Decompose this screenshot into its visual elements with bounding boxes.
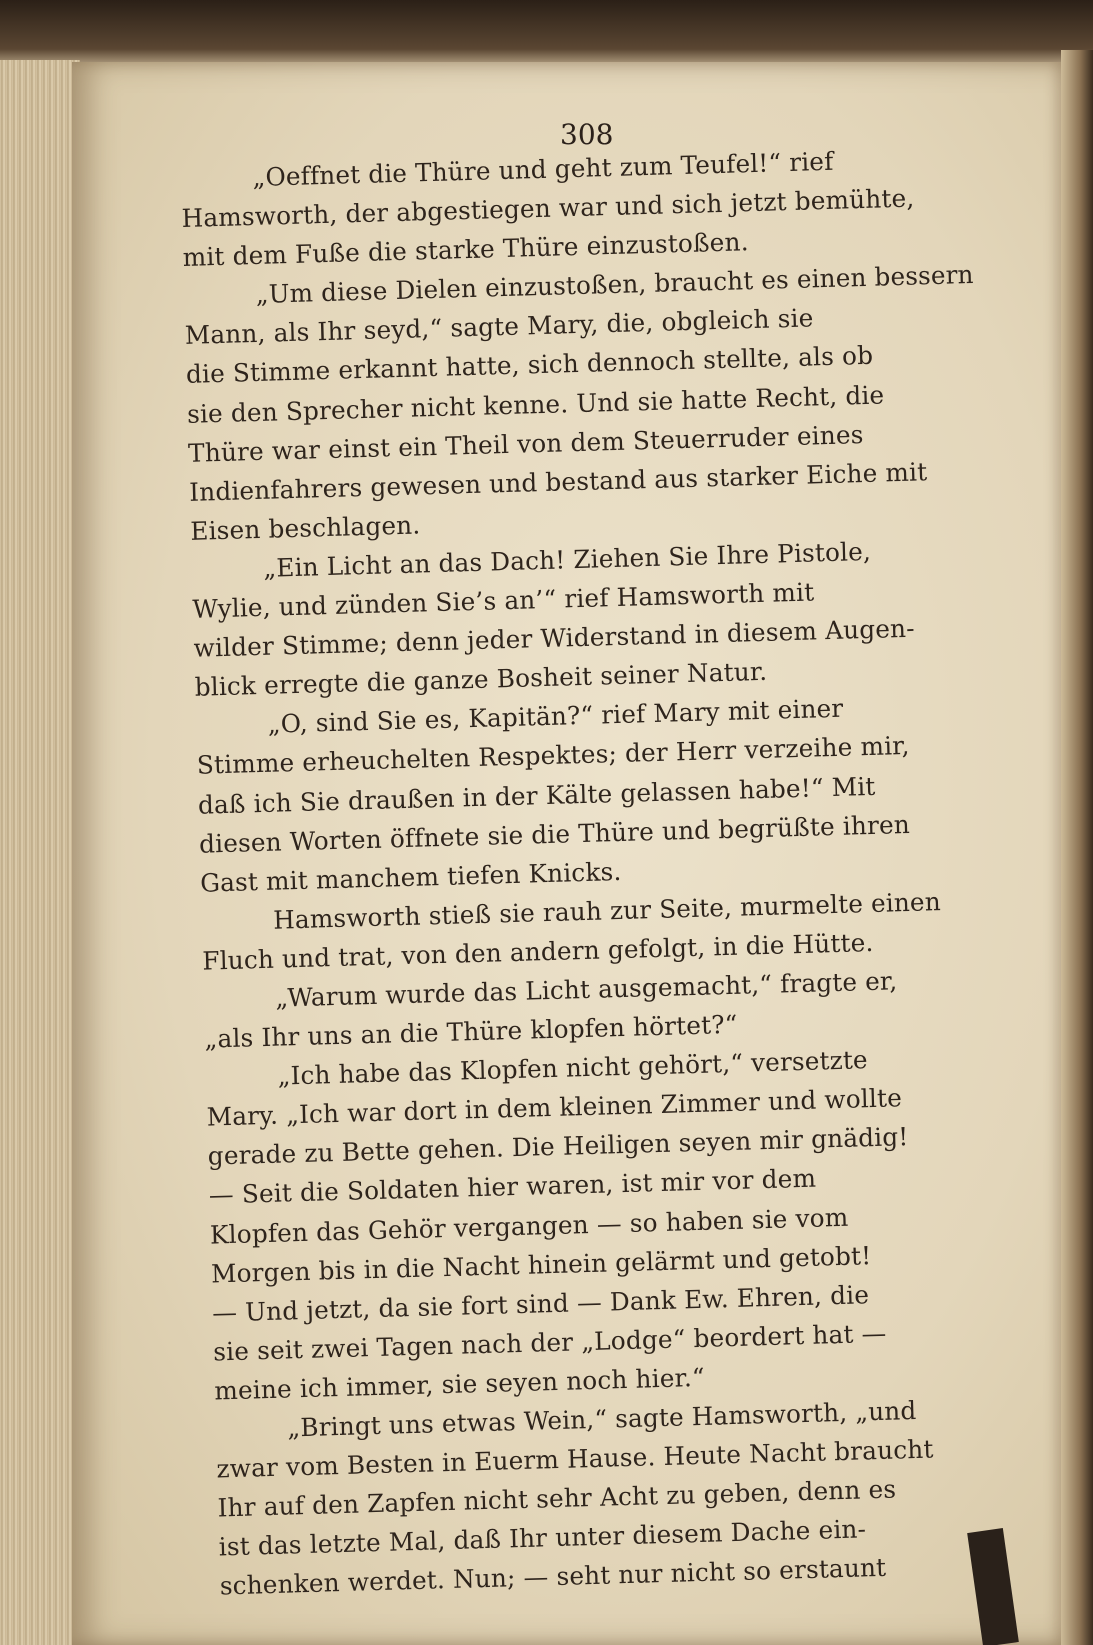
text-line: Klopfen das Gehör vergangen — so haben sie vom xyxy=(209,1202,849,1250)
text-line: gerade zu Bette gehen. Die Heiligen seyen mir gnädig! xyxy=(207,1122,909,1171)
text-line: Fluch und trat, von den andern gefolgt, in die Hütte. xyxy=(201,927,874,976)
text-line: Mary. „Ich war dort in dem kleinen Zimmer und wollte xyxy=(206,1083,903,1132)
text-line: „O, sind Sie es, Kapitän?“ rief Mary mit einer xyxy=(267,694,844,740)
text-line: — Und jetzt, da sie fort sind — Dank Ew. Ehren, die xyxy=(211,1279,870,1328)
text-line: Indienfahrers gewesen und bestand aus starker Eiche mit xyxy=(188,457,928,507)
text-line: Morgen bis in die Nacht hinein gelärmt und getobt! xyxy=(210,1240,872,1289)
text-line: „Oeffnet die Thüre und geht zum Teufel!“ rief xyxy=(252,146,834,192)
text-line: „Um diese Dielen einzustoßen, braucht es einen bessern xyxy=(255,260,975,310)
text-line: Wylie, und zünden Sie’s an’“ rief Hamsworth mit xyxy=(192,577,815,624)
text-line: „Ein Licht an das Dach! Ziehen Sie Ihre Pistole, xyxy=(263,536,872,583)
text-line: wilder Stimme; denn jeder Widerstand in diesem Augen- xyxy=(193,613,916,663)
text-line: Stimme erheuchelten Respektes; der Herr verzeihe mir, xyxy=(196,731,910,781)
text-line: Thüre war einst ein Theil von dem Steuerruder eines xyxy=(187,419,864,468)
text-line: zwar vom Besten in Euerm Hause. Heute Nacht braucht xyxy=(216,1434,934,1484)
text-line: Ihr auf den Zapfen nicht sehr Acht zu geben, denn es xyxy=(217,1474,897,1523)
text-line: meine ich immer, sie seyen noch hier.“ xyxy=(213,1362,706,1406)
text-line: „Bringt uns etwas Wein,“ sagte Hamsworth, „und xyxy=(287,1395,917,1443)
text-line: daß ich Sie draußen in der Kälte gelassen habe!“ Mit xyxy=(197,771,876,820)
text-line: sie den Sprecher nicht kenne. Und sie hatte Recht, die xyxy=(186,379,885,429)
text-line: ist das letzte Mal, daß Ihr unter diesem Dache ein- xyxy=(218,1514,867,1562)
text-line: blick erregte die ganze Bosheit seiner Natur. xyxy=(194,657,768,703)
text-line: diesen Worten öffnete sie die Thüre und begrüßte ihren xyxy=(198,809,911,859)
text-line: sie seit zwei Tagen nach der „Lodge“ beordert hat — xyxy=(212,1318,887,1367)
text-line: Hamsworth stieß sie rauh zur Seite, murmelte einen xyxy=(272,886,942,935)
page-number: 308 xyxy=(560,118,614,151)
page-stack-edges xyxy=(0,60,80,1645)
book-right-edge xyxy=(1061,50,1093,1645)
text-line: „Warum wurde das Licht ausgemacht,“ fragte er, xyxy=(275,966,898,1013)
text-line: die Stimme erkannt hatte, sich dennoch stellte, als ob xyxy=(185,341,874,390)
text-line: schenken werdet. Nun; — seht nur nicht so erstaunt xyxy=(219,1553,887,1601)
body-text xyxy=(180,138,1020,1606)
text-line: — Seit die Soldaten hier waren, ist mir vor dem xyxy=(208,1164,817,1211)
book-top-edge xyxy=(0,0,1093,70)
text-line: „als Ihr uns an die Thüre klopfen hörtet?“ xyxy=(204,1009,738,1054)
text-line: Eisen beschlagen. xyxy=(189,510,421,546)
text-line: Gast mit manchem tiefen Knicks. xyxy=(199,856,622,898)
text-line: „Ich habe das Klopfen nicht gehört,“ versetzte xyxy=(277,1045,869,1091)
text-line: Hamsworth, der abgestiegen war und sich jetzt bemühte, xyxy=(181,183,915,234)
text-line: Mann, als Ihr seyd,“ sagte Mary, die, obgleich sie xyxy=(184,303,814,351)
text-line: mit dem Fuße die starke Thüre einzustoßen. xyxy=(182,227,750,273)
